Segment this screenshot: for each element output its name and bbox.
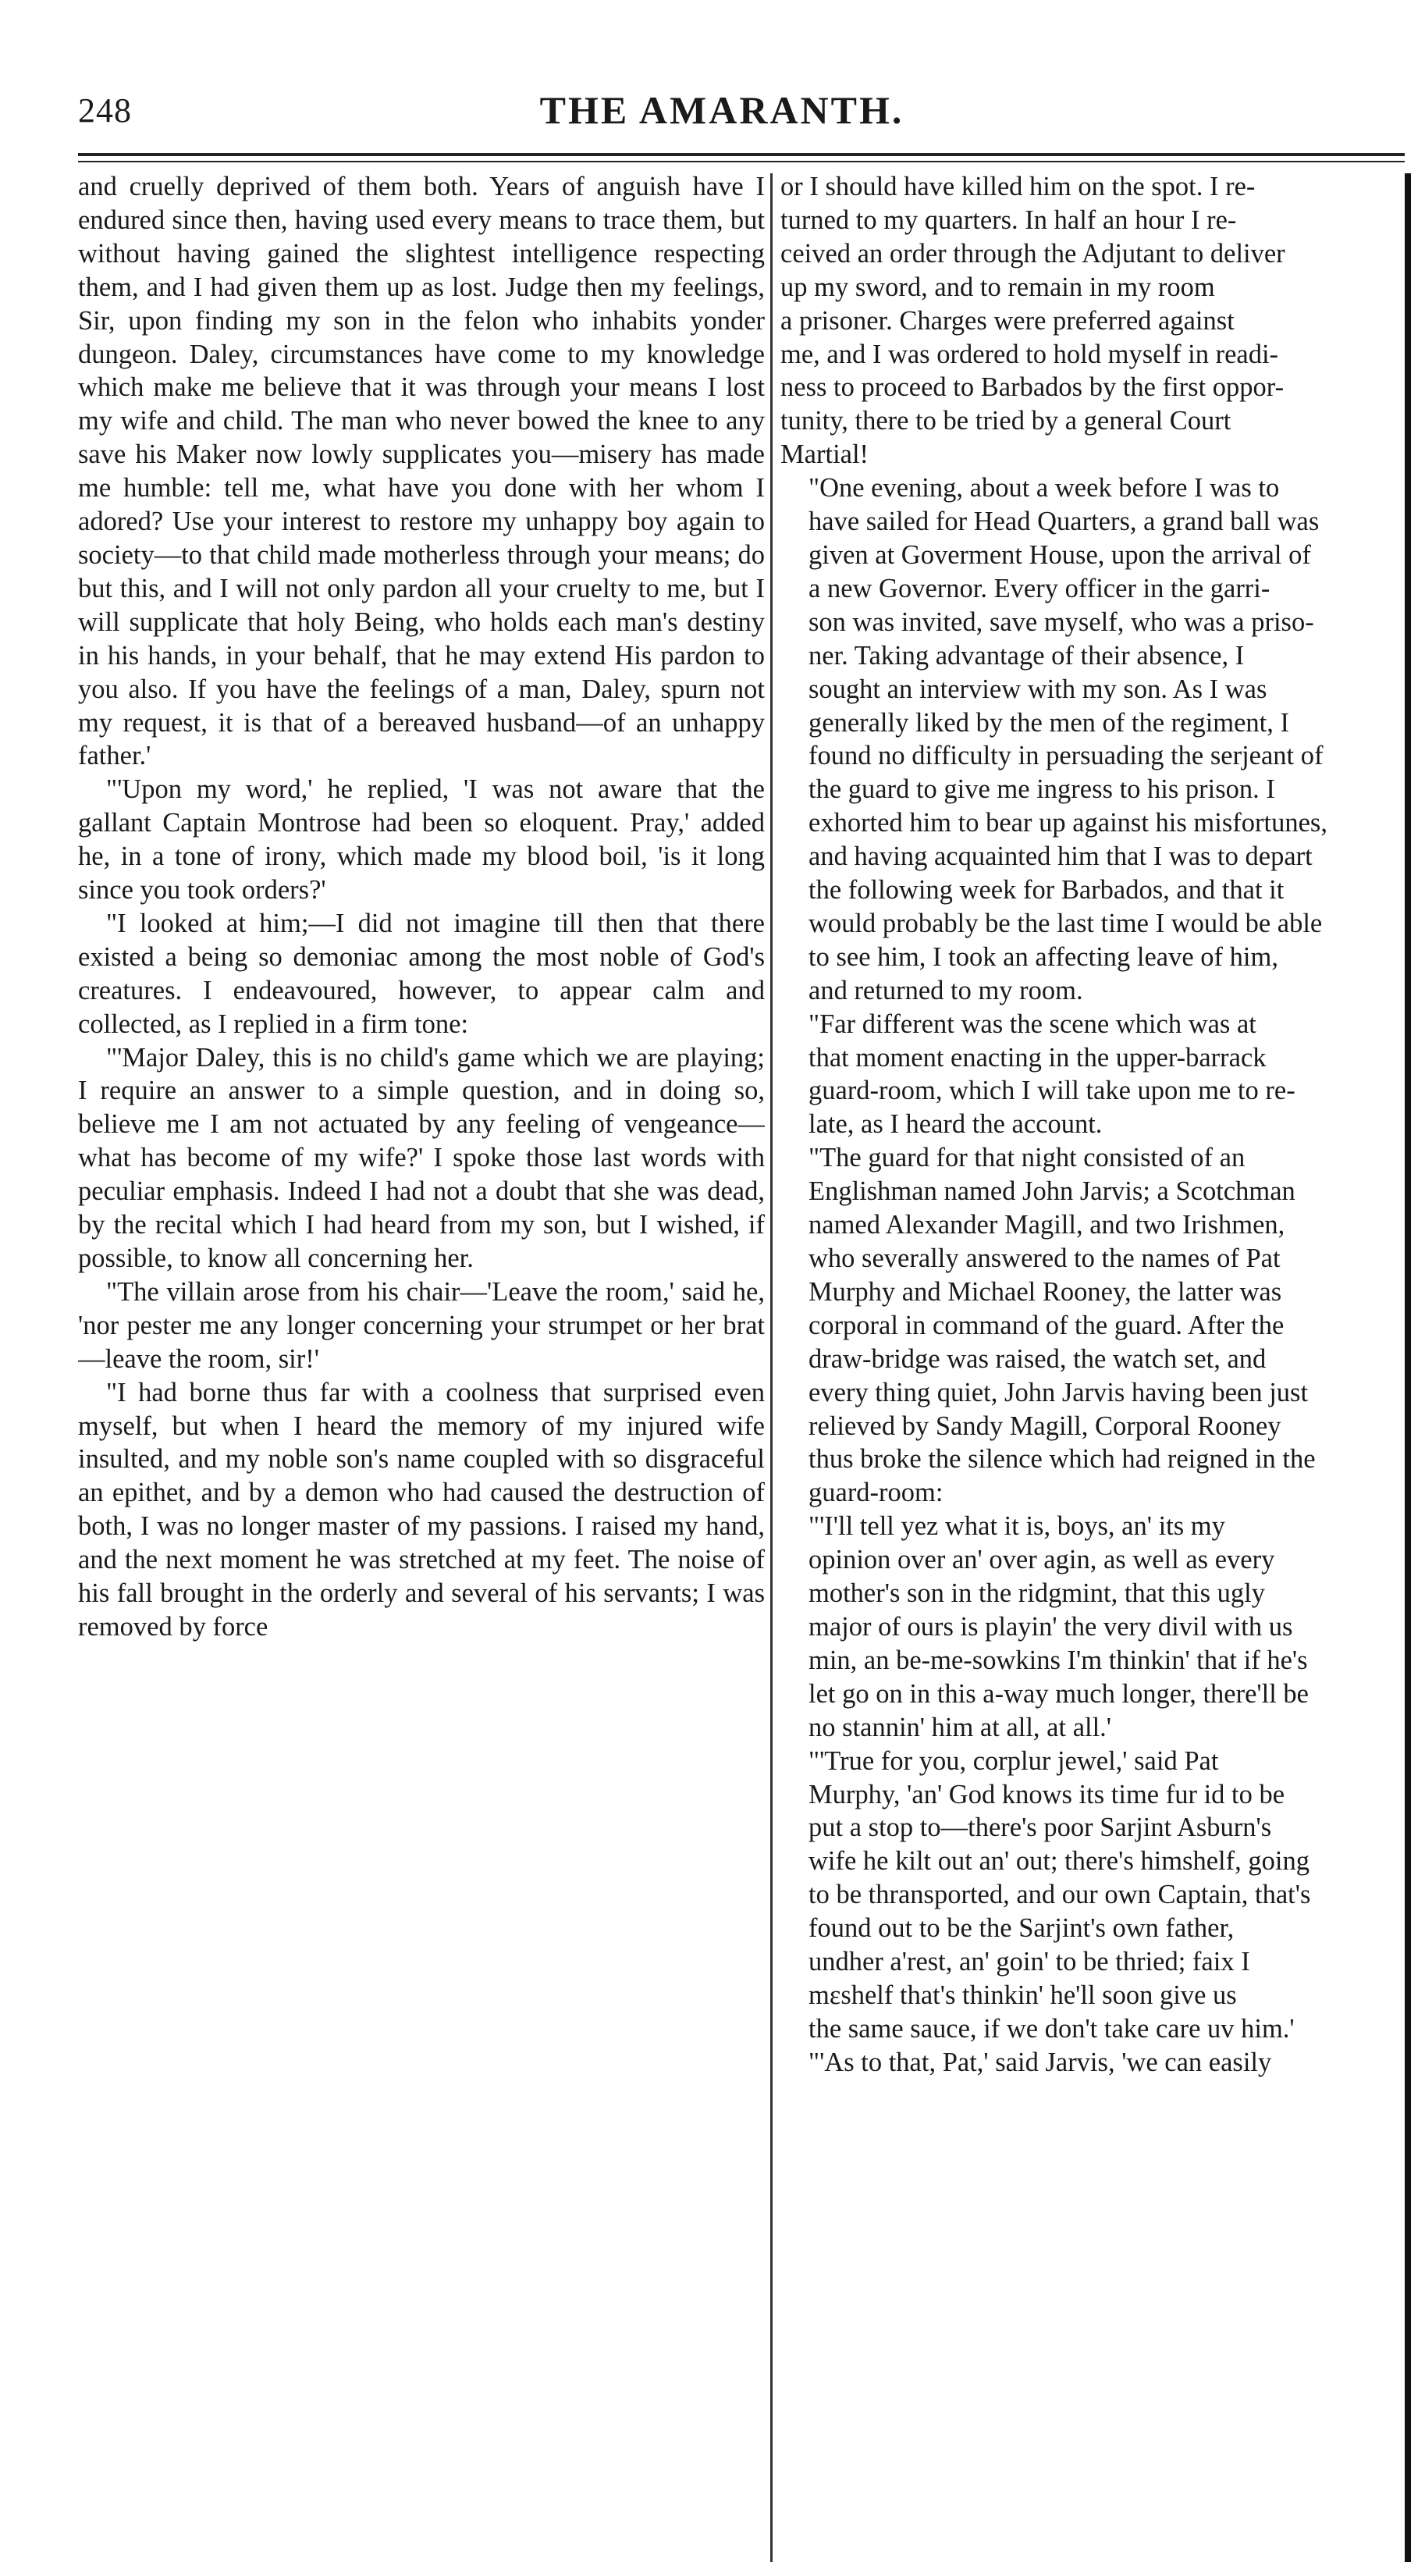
text-line: no stannin' him at all, at all.' [808,1712,1112,1742]
text-line: ceived an order through the Adjutant to deliver [780,238,1285,269]
text-line: "'As to that, Pat,' said Jarvis, 'we can easily [808,2047,1272,2077]
right-column [780,170,1405,2559]
text-line: son was invited, save myself, who was a priso- [808,607,1314,637]
text-line: "'True for you, corplur jewel,' said Pat [808,1745,1219,1776]
text-line: tunity, there to be tried by a general Court [780,406,1231,436]
text-line: corporal in command of the guard. After the [808,1310,1285,1340]
text-line: Englishman named John Jarvis; a Scotchman [808,1176,1295,1207]
text-line: found no difficulty in persuading the serjeant of [808,741,1324,771]
text-line: turned to my quarters. In half an hour I re- [780,205,1237,235]
left-paragraph: "'Major Daley, this is no child's game which we are playing; I require an answer to a simple question, and in doing so, believe me I am not actuated by any feeling of vengeance—what has become of my wife?' I spoke those last words with peculiar emphasis. Indeed I had not a doubt that she was dead, by the recital which I had heard from my son, but I wished, if possible, to know all concerning her. [78,1042,765,1273]
right-paragraph [780,170,1405,471]
text-line: every thing quiet, John Jarvis having been just [808,1377,1309,1407]
text-line: Murphy and Michael Rooney, the latter was [808,1276,1282,1307]
page-header [78,84,1366,139]
text-line: ness to proceed to Barbados by the first oppor- [780,372,1285,403]
right-paragraph [780,1008,1405,1142]
text-line: ner. Taking advantage of their absence, I [808,640,1245,671]
right-paragraph [780,1510,1405,1744]
text-line: and having acquainted him that I was to depart [808,841,1313,872]
text-line: min, an be-me-sowkins I'm thinkin' that if he's [808,1645,1308,1675]
text-line: to see him, I took an affecting leave of him, [808,941,1278,972]
text-line: who severally answered to the names of Pat [808,1244,1281,1273]
text-line: wife he kilt out an' out; there's himshelf, going [808,1846,1310,1877]
header-rule-thin [78,161,1405,162]
text-line: the guard to give me ingress to his prison. I [808,774,1275,805]
text-line: guard-room: [808,1478,943,1508]
text-line: let go on in this a-way much longer, there'll be [808,1678,1309,1709]
text-line: me, and I was ordered to hold myself in readi- [780,339,1279,369]
right-paragraph [780,1141,1405,1510]
text-line: "The guard for that night consisted of an [808,1143,1246,1173]
text-line: the same sauce, if we don't take care uv him.' [808,2013,1295,2044]
text-line: guard-room, which I will take upon me to re- [808,1076,1295,1106]
running-title: THE AMARANTH. [539,88,904,132]
text-line: exhorted him to bear up against his misfortunes, [808,808,1327,838]
text-line: "Far different was the scene which was at [808,1009,1256,1039]
text-line: opinion over an' over agin, as well as every [808,1545,1275,1575]
left-column [78,170,765,2559]
page-number: 248 [78,91,132,130]
right-paragraph [780,471,1405,1008]
text-line: mεshelf that's thinkin' he'll soon give us [808,1980,1237,2010]
left-paragraph: and cruelly deprived of them both. Years of anguish have I endured since then, having used every means to trace them, but without having gained the slightest intelligence respecting them, and I had given them up as lost. Judge then my feelings, Sir, upon finding my son in the felon who inhabits yonder dungeon. Daley, circumstances have come to my knowledge which make me believe that it was through your means I lost my wife and child. The man who never bowed the knee to any save his Maker now lowly supplicates you—misery has made me humble: tell me, what have you done with her whom I adored? Use your interest to restore my unhappy boy again to society—to that child made motherless through your means; do but this, and I will not only pardon all your cruelty to me, but I will supplicate that holy Being, who holds each man's destiny in his hands, in your behalf, that he may extend His pardon to you also. If you have the feelings of a man, Daley, spurn not my request, it is that of a bereaved husband—of an unhappy father.' [78,172,765,771]
text-line: have sailed for Head Quarters, a grand ball was [808,507,1320,537]
page-edge [1405,173,1411,2562]
text-line: undher a'rest, an' goin' to be thried; faix I [808,1947,1250,1977]
header-rule [78,153,1405,156]
text-line: "'I'll tell yez what it is, boys, an' its my [808,1511,1225,1542]
text-line: mother's son in the ridgmint, that this ugly [808,1578,1266,1609]
text-line: "One evening, about a week before I was to [808,473,1280,503]
text-line: given at Goverment House, upon the arrival of [808,539,1311,570]
text-line: generally liked by the men of the regiment, I [808,707,1289,738]
left-paragraph: "I had borne thus far with a coolness that surprised even myself, but when I heard the memory of my injured wife insulted, and my noble son's name coupled with so disgraceful an epithet, and by a demon who had caused the destruction of both, I was no longer master of my passions. I raised my hand, and the next moment he was stretched at my feet. The noise of his fall brought in the orderly and several of his servants; I was removed by force [78,1377,765,1642]
text-line: draw-bridge was raised, the watch set, and [808,1343,1267,1374]
text-line: put a stop to—there's poor Sarjint Asburn's [808,1813,1272,1843]
text-line: and returned to my room. [808,975,1083,1005]
text-line: up my sword, and to remain in my room [780,272,1215,302]
text-line: to be thransported, and our own Captain, that's [808,1880,1311,1910]
right-paragraph [780,2046,1405,2080]
left-paragraph: "'Upon my word,' he replied, 'I was not aware that the gallant Captain Montrose had been so eloquent. Pray,' added he, in a tone of irony, which made my blood boil, 'is it long since you took orders?' [78,774,765,906]
left-paragraph: "The villain arose from his chair—'Leave the room,' said he, 'nor pester me any longer concerning your strumpet or her brat—leave the room, sir!' [78,1276,765,1374]
right-paragraph [780,1745,1405,2046]
text-line: late, as I heard the account. [808,1109,1103,1140]
text-line: relieved by Sandy Magill, Corporal Rooney [808,1411,1281,1441]
text-line: Martial! [780,439,869,470]
text-line: found out to be the Sarjint's own father, [808,1913,1235,1944]
text-line: a prisoner. Charges were preferred against [780,305,1235,336]
text-line: thus broke the silence which had reigned in the [808,1444,1316,1475]
text-line: Murphy, 'an' God knows its time fur id to be [808,1779,1285,1809]
text-line: a new Governor. Every officer in the garri- [808,573,1270,603]
column-divider [770,173,773,2562]
left-paragraph: "I looked at him;—I did not imagine till then that there existed a being so demoniac among the most noble of God's creatures. I endeavoured, however, to appear calm and collected, as I replied in a firm tone: [78,908,765,1039]
text-line: named Alexander Magill, and two Irishmen, [808,1210,1285,1240]
text-line: sought an interview with my son. As I was [808,674,1267,704]
text-line: would probably be the last time I would be able [808,908,1323,938]
text-line: or I should have killed him on the spot. I re- [780,172,1256,201]
text-line: major of ours is playin' the very divil with us [808,1611,1293,1642]
text-line: the following week for Barbados, and that it [808,875,1285,906]
text-line: that moment enacting in the upper-barrack [808,1042,1267,1073]
